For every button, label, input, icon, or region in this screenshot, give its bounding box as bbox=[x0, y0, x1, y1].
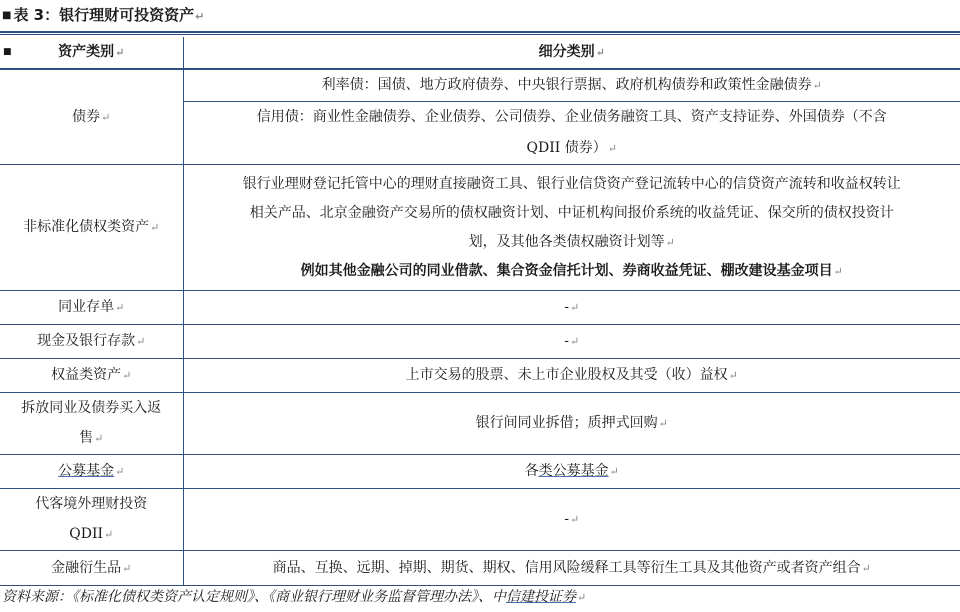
sub-label-line2: QDII 债券） bbox=[526, 140, 607, 156]
sub-label: - bbox=[564, 299, 569, 315]
table-row-derivatives bbox=[0, 551, 960, 586]
paragraph-mark: ↵ bbox=[136, 335, 146, 348]
category-cash bbox=[0, 325, 183, 359]
header-col2-label: 细分类别 bbox=[538, 44, 595, 60]
sub-credit-bonds bbox=[183, 102, 960, 165]
sub-equity bbox=[183, 359, 960, 393]
category-label: 非标准化债权类资产 bbox=[23, 219, 150, 235]
category-equity bbox=[0, 359, 183, 393]
source-note bbox=[2, 585, 958, 609]
paragraph-mark: ↵ bbox=[122, 369, 132, 382]
sub-label-line1: 信用债：商业性金融债券、企业债券、公司债券、企业债务融资工具、资产支持证券、外国债券（不含 bbox=[256, 109, 887, 125]
paragraph-mark: ↵ bbox=[104, 528, 114, 541]
paragraph-mark: ↵ bbox=[115, 301, 125, 314]
paragraph-mark: ↵ bbox=[833, 264, 843, 278]
category-derivatives bbox=[0, 551, 183, 586]
paragraph-mark: ↵ bbox=[577, 591, 587, 604]
paragraph-mark: ↵ bbox=[115, 465, 125, 478]
table-row-interbank bbox=[0, 393, 960, 455]
table-row-cash bbox=[0, 325, 960, 359]
sub-line1: 银行业理财登记托管中心的理财直接融资工具、银行业信贷资产登记流转中心的信贷资产流转和收益权转让 bbox=[242, 175, 901, 192]
category-cd bbox=[0, 291, 183, 325]
table-row-equity bbox=[0, 359, 960, 393]
category-label: 权益类资产 bbox=[51, 367, 122, 383]
sub-label: - bbox=[564, 511, 569, 527]
paragraph-mark: ↵ bbox=[658, 417, 668, 430]
sub-cd bbox=[183, 291, 960, 325]
sub-cash bbox=[183, 325, 960, 359]
table-title bbox=[0, 0, 960, 30]
category-label-line2: 售 bbox=[79, 430, 94, 446]
category-label-line1: 拆放同业及债券买入返 bbox=[21, 400, 162, 416]
paragraph-mark: ↵ bbox=[570, 335, 580, 348]
paragraph-mark: ↵ bbox=[570, 513, 580, 526]
sub-interbank bbox=[183, 393, 960, 455]
header-asset-category bbox=[0, 37, 183, 69]
sub-label-underlined: 类公募基金 bbox=[538, 463, 609, 479]
table-row-cd bbox=[0, 291, 960, 325]
sub-qdii bbox=[183, 489, 960, 551]
sub-funds bbox=[183, 455, 960, 489]
category-label: 公募基金 bbox=[58, 463, 115, 479]
sub-label: 商品、互换、远期、掉期、期货、期权、信用风险缓释工具等衍生工具及其他资产或者资产组合 bbox=[272, 559, 861, 576]
paragraph-mark: ↵ bbox=[570, 301, 580, 314]
sub-rate-bonds bbox=[183, 69, 960, 102]
sub-label: 上市交易的股票、未上市企业股权及其受（收）益权 bbox=[405, 367, 728, 383]
category-label: 金融衍生品 bbox=[51, 559, 122, 576]
sub-nonstandard bbox=[183, 165, 960, 291]
sub-label: - bbox=[564, 333, 569, 349]
header-col1-label: 资产类别 bbox=[58, 44, 115, 60]
source-text: 资料来源：《标准化债权类资产认定规则》、《商业银行理财业务监督管理办法》、中 bbox=[2, 589, 506, 605]
paragraph-mark: ↵ bbox=[665, 235, 675, 249]
header-subcategory bbox=[183, 37, 960, 69]
table-row-nonstandard bbox=[0, 165, 960, 291]
paragraph-mark: ↵ bbox=[94, 432, 104, 445]
sub-line2: 相关产品、北京金融资产交易所的债权融资计划、中证机构间报价系统的收益凭证、保交所的债权投资计 bbox=[249, 204, 894, 221]
paragraph-mark: ↵ bbox=[812, 79, 822, 92]
sub-label: 银行间同业拆借；质押式回购 bbox=[475, 415, 658, 431]
sub-line3: 划，及其他各类债权融资计划等 bbox=[468, 233, 665, 250]
source-underlined: 信建投证券 bbox=[506, 589, 576, 605]
paragraph-mark: ↵ bbox=[195, 10, 205, 23]
category-label: 现金及银行存款 bbox=[37, 333, 136, 349]
asset-table bbox=[0, 37, 960, 586]
paragraph-mark: ↵ bbox=[115, 46, 125, 59]
paragraph-mark: ↵ bbox=[861, 561, 871, 575]
header-bullet: ■ bbox=[3, 47, 12, 57]
table-row-bonds bbox=[0, 69, 960, 102]
sub-label-prefix: 各 bbox=[524, 463, 539, 479]
title-text: 表 3：银行理财可投资资产 bbox=[13, 6, 195, 24]
paragraph-mark: ↵ bbox=[101, 110, 111, 124]
category-qdii bbox=[0, 489, 183, 551]
sub-label: 利率债：国债、地方政府债券、中央银行票据、政府机构债券和政策性金融债券 bbox=[321, 77, 812, 93]
paragraph-mark: ↵ bbox=[122, 561, 132, 575]
title-rule bbox=[0, 31, 960, 35]
table-row-qdii bbox=[0, 489, 960, 551]
paragraph-mark: ↵ bbox=[609, 465, 619, 478]
category-nonstandard bbox=[0, 165, 183, 291]
category-interbank bbox=[0, 393, 183, 455]
category-label-line1: 代客境外理财投资 bbox=[35, 496, 148, 512]
paragraph-mark: ↵ bbox=[607, 142, 617, 155]
title-bullet: ■ bbox=[2, 10, 12, 21]
category-label-line2: QDII bbox=[69, 526, 104, 542]
table-header-row bbox=[0, 37, 960, 69]
category-funds bbox=[0, 455, 183, 489]
paragraph-mark: ↵ bbox=[150, 221, 160, 234]
category-label: 债券 bbox=[72, 108, 101, 125]
table-row-funds bbox=[0, 455, 960, 489]
sub-line4-example: 例如其他金融公司的同业借款、集合资金信托计划、券商收益凭证、棚改建设基金项目 bbox=[300, 262, 833, 279]
paragraph-mark: ↵ bbox=[728, 369, 738, 382]
category-bonds bbox=[0, 69, 183, 165]
paragraph-mark: ↵ bbox=[595, 46, 605, 59]
sub-derivatives bbox=[183, 551, 960, 586]
category-label: 同业存单 bbox=[58, 299, 115, 315]
